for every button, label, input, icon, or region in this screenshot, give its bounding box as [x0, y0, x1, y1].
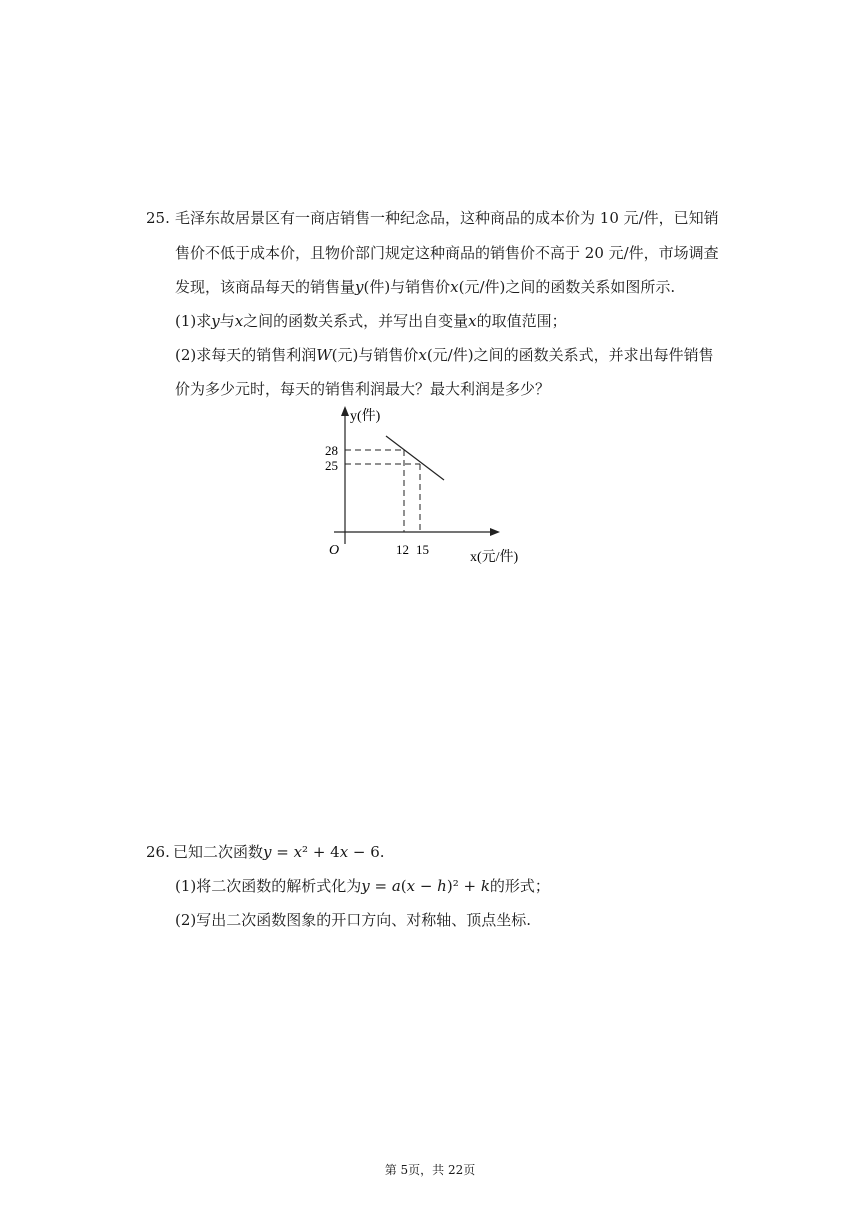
q25-number: 25. [146, 209, 170, 227]
y-axis-arrow [341, 406, 349, 416]
q26-part-2: (2)写出二次函数图象的开口方向、对称轴、顶点坐标. [175, 911, 532, 929]
q25-part-2-line-1: (2)求每天的销售利润𝑊(元)与销售价𝑥(元/件)之间的函数关系式，并求出每件销售 [175, 346, 714, 364]
q26-number: 26. [146, 843, 170, 861]
q26-part-1: (1)将二次函数的解析式化为𝑦 = 𝑎(𝑥 − ℎ)² + 𝑘的形式； [175, 877, 550, 895]
q25-line-3: 发现，该商品每天的销售量𝑦(件)与销售价𝑥(元/件)之间的函数关系如图所示. [175, 278, 676, 296]
q25-part-2-line-2: 价为多少元时，每天的销售利润最大？最大利润是多少？ [175, 380, 551, 398]
page-footer: 第 5页，共 22页 [384, 1163, 476, 1177]
q25-graph [320, 404, 550, 574]
y-tick-28: 28 [325, 443, 338, 458]
q26-stem: 已知二次函数𝑦 = 𝑥² + 4𝑥 − 6. [173, 843, 385, 861]
q25-line-1: 毛泽东故居景区有一商店销售一种纪念品，这种商品的成本价为 10 元/件，已知销 [175, 209, 719, 227]
x-axis-arrow [490, 528, 500, 536]
x-tick-12: 12 [396, 542, 409, 557]
q25-part-1: (1)求𝑦与𝑥之间的函数关系式，并写出自变量𝑥的取值范围； [175, 312, 567, 330]
origin-label: O [329, 543, 340, 558]
function-line [386, 436, 444, 480]
x-tick-15: 15 [416, 542, 429, 557]
y-tick-25: 25 [325, 458, 338, 473]
q25-line-2: 售价不低于成本价，且物价部门规定这种商品的销售价不高于 20 元/件，市场调查 [175, 244, 719, 262]
x-axis-label: x(元/件) [470, 550, 519, 565]
y-axis-label: y(件) [350, 409, 381, 424]
